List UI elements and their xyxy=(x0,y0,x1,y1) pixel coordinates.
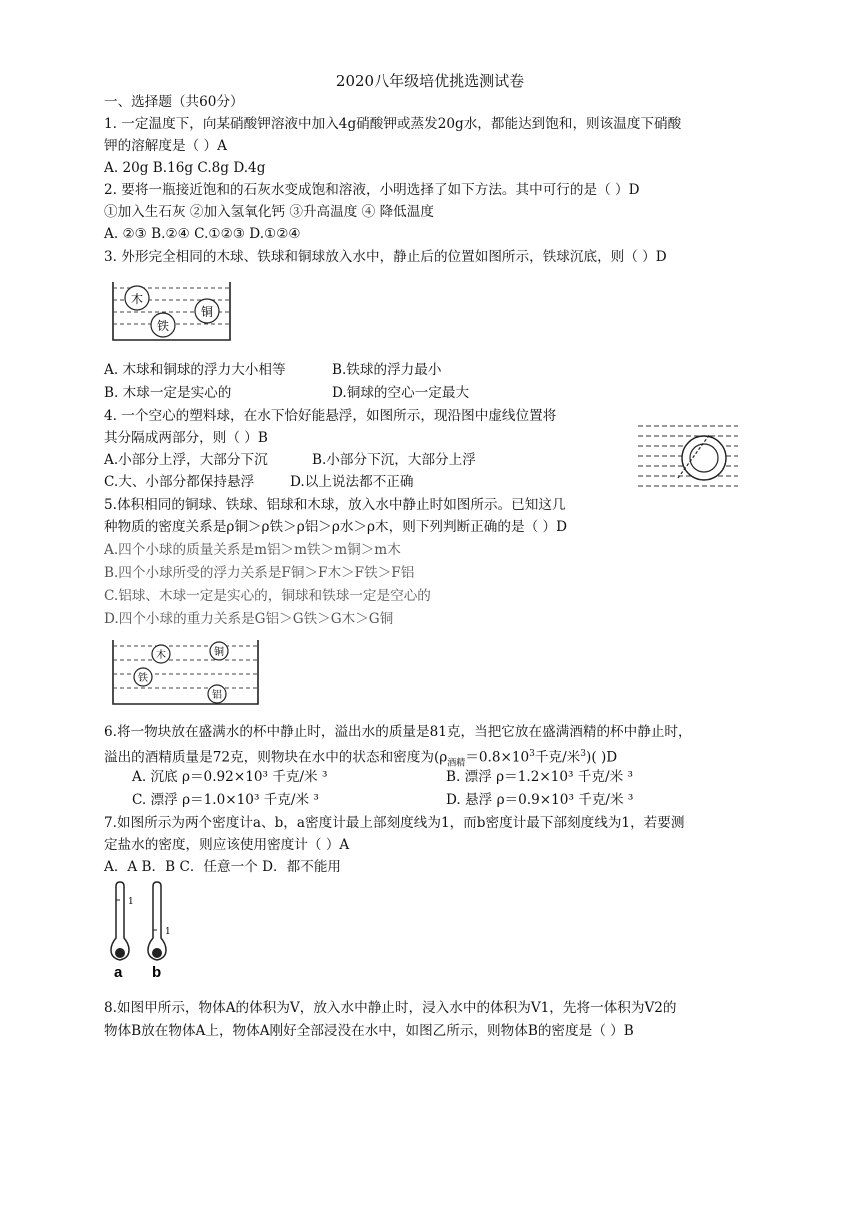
q4-figure-suspended-ball xyxy=(636,420,740,490)
q6-stem-text-c: 千克/米 xyxy=(534,749,581,766)
q8-stem-line1: 8.如图甲所示，物体A的体积为V，放入水中静止时，浸入水中的体积为V1，先将一体积为V2的 xyxy=(104,1000,677,1016)
q6-option-c: C. 漂浮 ρ＝1.0×10³ 千克/米 ³ xyxy=(132,792,319,808)
q3-copper-ball-label: 铜 xyxy=(200,305,214,319)
section-heading: 一、选择题（共60分） xyxy=(104,94,244,110)
q1-stem-line1: 1. 一定温度下，向某硝酸钾溶液中加入4g硝酸钾或蒸发20g水，都能达到饱和，则该温度下硝酸 xyxy=(104,116,682,132)
q5-option-a: A.四个小球的质量关系是m铝＞m铁＞m铜＞m木 xyxy=(104,542,401,558)
q5-option-c: C.铝球、木球一定是实心的，铜球和铁球一定是空心的 xyxy=(104,588,431,604)
q3-option-d: D.铜球的空心一定最大 xyxy=(332,385,470,401)
q6-subscript-alcohol: 酒精 xyxy=(447,758,466,769)
q5-option-b: B.四个小球所受的浮力关系是F铜＞F木＞F铁＞F铝 xyxy=(104,565,415,581)
q6-exponent: 3 xyxy=(529,749,535,759)
q2-stem: 2. 要将一瓶接近饱和的石灰水变成饱和溶液，小明选择了如下方法。其中可行的是（ ）D xyxy=(104,182,640,198)
q6-stem-line1: 6.将一物块放在盛满水的杯中静止时，溢出水的质量是81克，当把它放在盛满酒精的杯中静止时， xyxy=(104,724,692,740)
q7-b-scale-mark: 1 xyxy=(165,927,171,937)
q3-figure-tank xyxy=(110,280,234,344)
q6-stem-text-d: )( )D xyxy=(586,749,618,766)
q6-stem-text-a: 溢出的酒精质量是72克，则物块在水中的状态和密度为(ρ xyxy=(104,749,448,766)
q8-stem-line2: 物体B放在物体A上，物体A刚好全部浸没在水中，如图乙所示，则物体B的密度是（ ）B xyxy=(104,1023,634,1039)
q3-option-b: B.铁球的浮力最小 xyxy=(332,362,442,378)
q3-option-a: A. 木球和铜球的浮力大小相等 xyxy=(104,362,286,378)
q7-a-scale-mark: 1 xyxy=(128,897,134,907)
q7-label-b: b xyxy=(152,964,162,980)
q2-options: A. ②③ B.②④ C.①②③ D.①②④ xyxy=(104,226,301,242)
q5-stem-line2: 种物质的密度关系是ρ铜＞ρ铁＞ρ铝＞ρ水＞ρ木，则下列判断正确的是（ ）D xyxy=(104,519,567,535)
q3-stem: 3. 外形完全相同的木球、铁球和铜球放入水中，静止后的位置如图所示，铁球沉底，则（ ）D xyxy=(104,249,667,265)
q5-iron-ball-label: 铁 xyxy=(138,673,148,684)
q5-stem-line1: 5.体积相同的铜球、铁球、铝球和木球，放入水中静止时如图所示。已知这几 xyxy=(104,497,566,513)
q1-stem-line2: 钾的溶解度是（ ）A xyxy=(104,138,227,154)
q7-stem-line2: 定盐水的密度，则应该使用密度计（ ）A xyxy=(104,837,350,853)
q4-option-a: A.小部分上浮，大部分下沉 xyxy=(104,452,268,468)
q4-option-c: C.大、小部分都保持悬浮 xyxy=(104,474,255,490)
q1-options: A. 20g B.16g C.8g D.4g xyxy=(104,160,266,176)
page-title: 2020八年级培优挑选测试卷 xyxy=(335,72,525,90)
q5-copper-ball-label: 铜 xyxy=(214,647,224,658)
q2-methods: ①加入生石灰 ②加入氢氧化钙 ③升高温度 ④ 降低温度 xyxy=(104,204,434,220)
q4-stem-line2: 其分隔成两部分，则（ ）B xyxy=(104,430,268,446)
q5-option-d: D.四个小球的重力关系是G铝＞G铁＞G木＞G铜 xyxy=(104,611,394,627)
q6-unit-exponent: 3 xyxy=(580,749,587,759)
q6-option-b: B. 漂浮 ρ＝1.2×10³ 千克/米 ³ xyxy=(446,769,633,785)
q6-option-d: D. 悬浮 ρ＝0.9×10³ 千克/米 ³ xyxy=(446,792,634,808)
q6-stem-text-b: ＝0.8×10 xyxy=(465,749,530,766)
q3-iron-ball-label: 铁 xyxy=(156,319,170,333)
q3-option-c: B. 木球一定是实心的 xyxy=(104,385,232,401)
q3-wood-ball-label: 木 xyxy=(130,292,144,306)
q4-option-d: D.以上说法都不正确 xyxy=(290,474,414,490)
q7-stem-line1: 7.如图所示为两个密度计a、b，a密度计最上部刻度线为1，而b密度计最下部刻度线为1，若要测 xyxy=(104,815,685,831)
q7-label-a: a xyxy=(114,964,123,980)
q5-wood-ball-label: 木 xyxy=(156,650,166,661)
q6-option-a: A. 沉底 ρ＝0.92×10³ 千克/米 ³ xyxy=(132,769,328,785)
q4-option-b: B.小部分下沉，大部分上浮 xyxy=(312,452,476,468)
q5-aluminum-ball-label: 铝 xyxy=(212,690,222,701)
q7-figure-hydrometers xyxy=(100,880,190,980)
q5-figure-tank xyxy=(110,638,262,708)
q7-options: A．A B．B C．任意一个 D．都不能用 xyxy=(104,859,342,875)
q4-stem-line1: 4. 一个空心的塑料球，在水下恰好能悬浮，如图所示，现沿图中虚线位置将 xyxy=(104,408,557,424)
